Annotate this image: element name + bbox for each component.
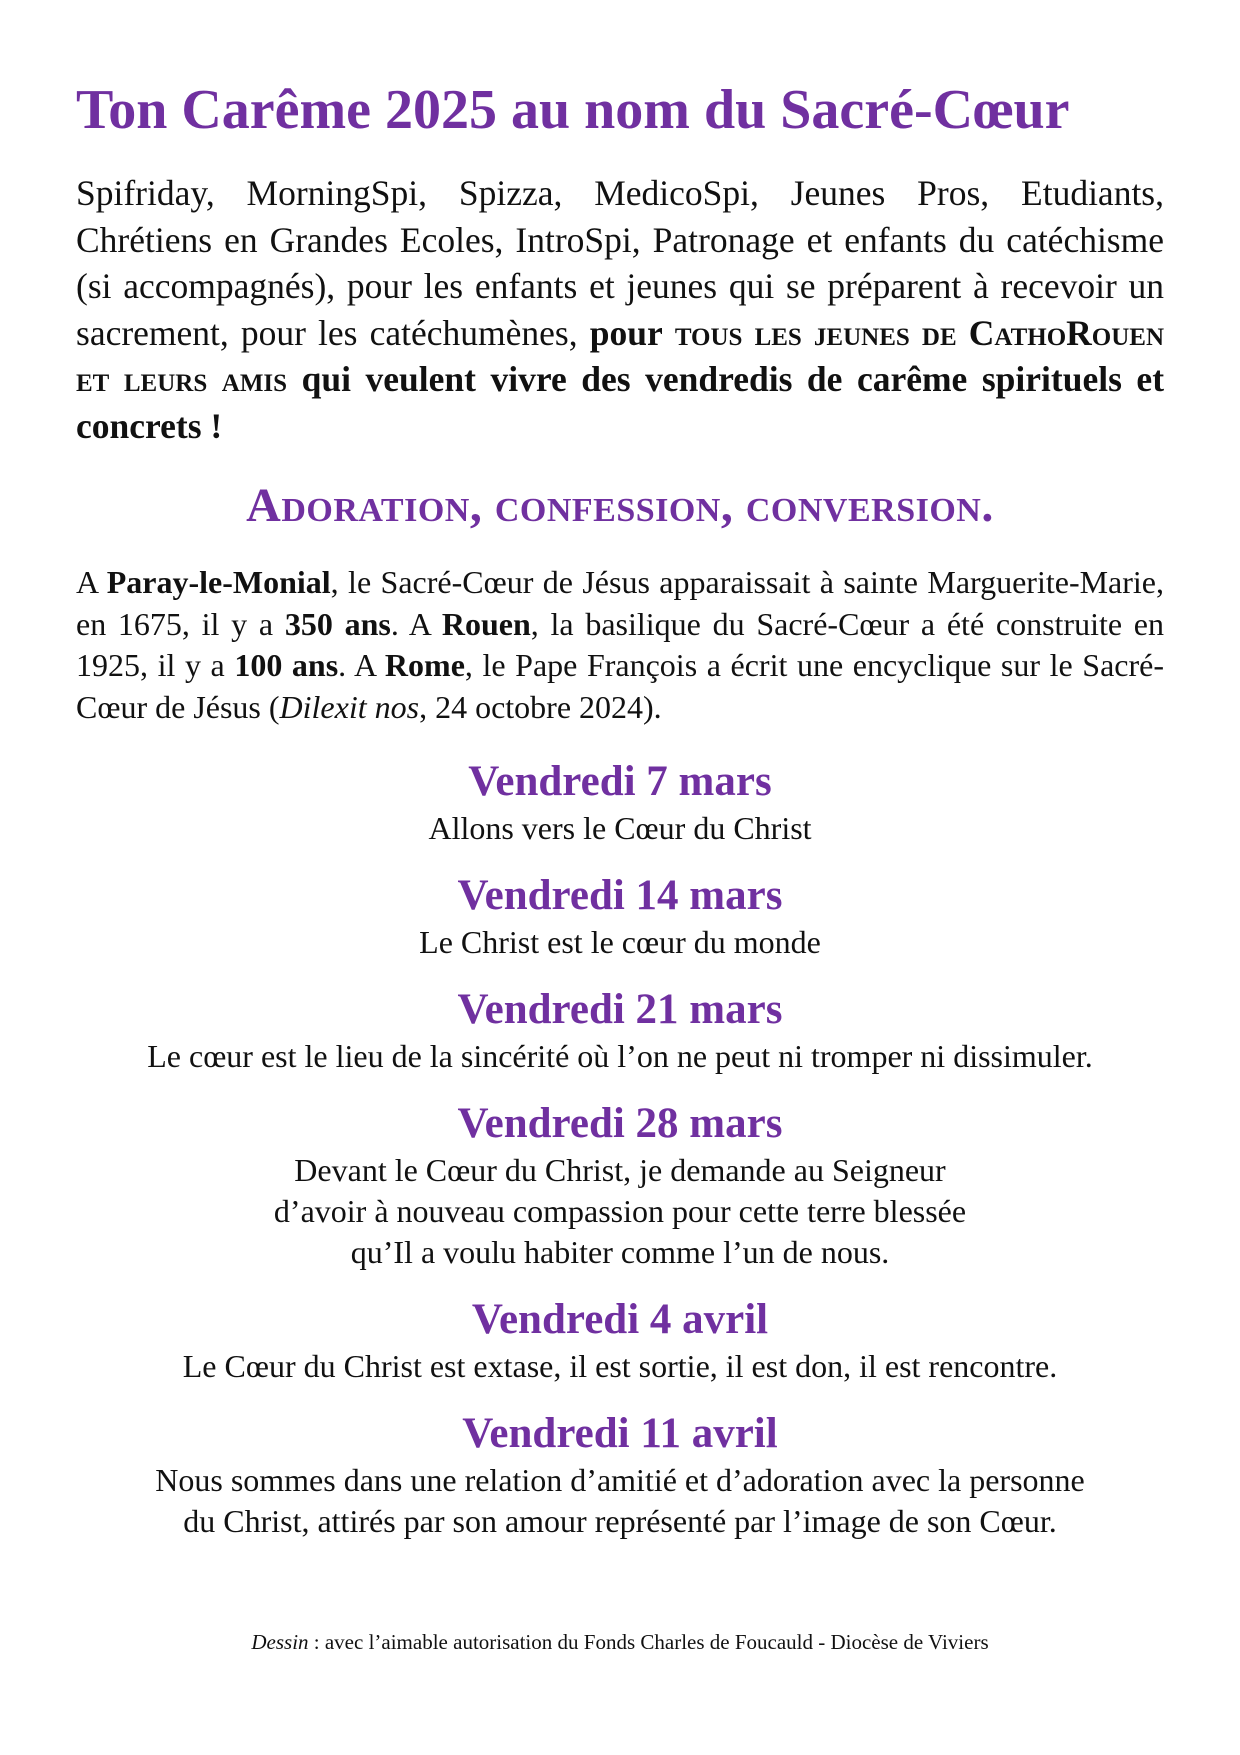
history-text-7: , 24 octobre 2024). [419, 688, 662, 725]
history-text-1: A [76, 564, 107, 600]
friday-item [76, 984, 1164, 1077]
friday-item [76, 1294, 1164, 1387]
history-text-2: , le Sacré-Cœur de Jésus apparaissait à sainte Marguerite-Marie, en 1675, il y a [76, 564, 1165, 642]
friday-quote: Le Cœur du Christ est extase, il est sortie, il est don, il est rencontre. [182, 1348, 1058, 1384]
friday-item [76, 756, 1164, 849]
history-place-rome: Rome [384, 647, 465, 683]
footer-credit [76, 1628, 1164, 1656]
friday-date: Vendredi 28 mars [457, 1100, 783, 1147]
history-text-6: , le Pape François a écrit une encyclique sur le Sacré-Cœur de Jésus ( [76, 647, 1165, 725]
intro-bold-pour: pour [589, 312, 663, 353]
friday-date: Vendredi 4 avril [471, 1296, 769, 1343]
friday-date: Vendredi 7 mars [468, 758, 772, 805]
footer-label: Dessin [251, 1630, 309, 1654]
friday-item [76, 1098, 1164, 1273]
friday-quote: Le cœur est le lieu de la sincérité où l’on ne peut ni tromper ni dissimuler. [147, 1038, 1093, 1074]
friday-item [76, 1408, 1164, 1542]
friday-date: Vendredi 21 mars [457, 986, 783, 1033]
history-years-350: 350 ans [284, 605, 391, 642]
history-text-5: . A [338, 647, 385, 683]
friday-date: Vendredi 14 mars [457, 872, 783, 919]
intro-bold-end: qui veulent vivre des vendredis de carême spirituels et concrets ! [76, 359, 1165, 446]
intro-bold-caps: tous les jeunes de CathoRouen et leurs amis [76, 312, 1165, 399]
friday-quote: Le Christ est le cœur du monde [419, 924, 821, 960]
friday-quote: Nous sommes dans une relation d’amitié et d’adoration avec la personne du Christ, attirés par son amour représenté par l’image de son Cœur. [155, 1462, 1085, 1539]
page-title: Ton Carême 2025 au nom du Sacré-Cœur [76, 79, 1070, 141]
footer-text: : avec l’aimable autorisation du Fonds Charles de Foucauld - Diocèse de Viviers [308, 1630, 989, 1654]
history-encyclical: Dilexit nos [279, 688, 420, 725]
history-place-paray: Paray-le-Monial [106, 564, 331, 600]
history-text-4: , la basilique du Sacré-Cœur a été construite en 1925, il y a [76, 605, 1165, 683]
history-text-3: . A [390, 605, 442, 642]
intro-groups: Spifriday, MorningSpi, Spizza, MedicoSpi, Jeunes Pros, Etudiants, Chrétiens en Grandes Ecoles, IntroSpi, Patronage et enfants du catéchisme (si accompagnés), pour les enfants et jeunes qui se préparent à recevoir un sacrement, pour les catéchumènes, [76, 173, 1164, 353]
friday-item [76, 870, 1164, 963]
friday-quote: Allons vers le Cœur du Christ [428, 810, 812, 846]
friday-date: Vendredi 11 avril [462, 1410, 778, 1457]
intro-paragraph [76, 170, 1164, 449]
history-place-rouen: Rouen [441, 605, 531, 642]
section-subtitle: Adoration, confession, conversion. [246, 479, 994, 532]
friday-quote: Devant le Cœur du Christ, je demande au Seigneur d’avoir à nouveau compassion pour cette terre blessée qu’Il a voulu habiter comme l’un de nous. [273, 1152, 967, 1270]
fridays-list [76, 756, 1164, 1563]
history-years-100: 100 ans [234, 647, 339, 683]
history-paragraph [76, 562, 1164, 728]
